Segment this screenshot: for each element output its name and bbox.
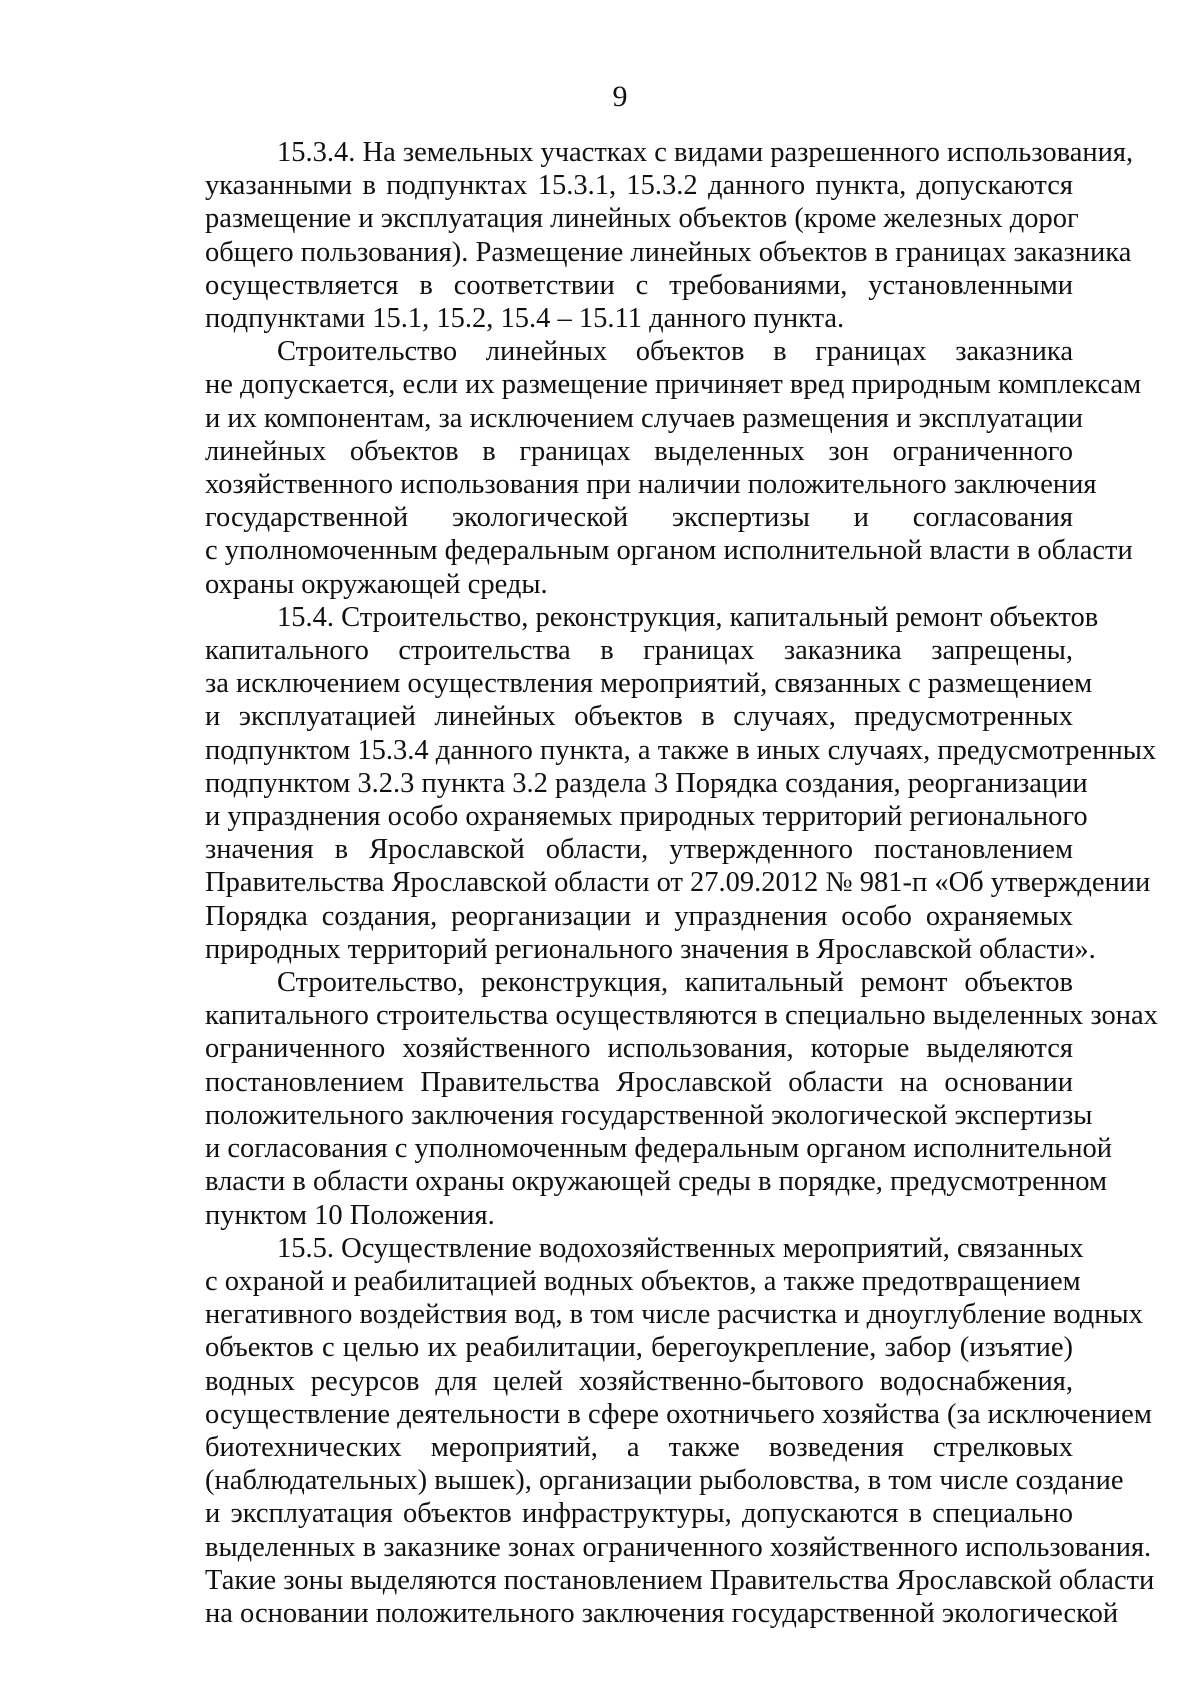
text-line: Строительство линейных объектов в границах заказника: [277, 336, 1073, 368]
text-line: линейных объектов в границах выделенных зон ограниченного: [205, 435, 1073, 467]
paragraph: [205, 335, 1142, 601]
text-line: водных ресурсов для целей хозяйственно-бытового водоснабжения,: [205, 1365, 1073, 1397]
text-line: капитального строительства в границах заказника запрещены,: [205, 635, 1073, 667]
text-line: государственной экологической экспертизы и согласования: [205, 502, 1073, 534]
text-line: и эксплуатация объектов инфраструктуры, допускаются в специально: [205, 1498, 1073, 1530]
text-line: на основании положительного заключения государственной экологической: [205, 1597, 1119, 1629]
text-line: с охраной и реабилитацией водных объектов, а также предотвращением: [205, 1265, 1081, 1297]
text-line: подпунктом 15.3.4 данного пункта, а также в иных случаях, предусмотренных: [205, 734, 1157, 766]
text-line: Такие зоны выделяются постановлением Правительства Ярославской области: [205, 1564, 1155, 1596]
text-line: положительного заключения государственной экологической экспертизы: [205, 1099, 1093, 1131]
text-line: и упразднения особо охраняемых природных территорий регионального: [205, 801, 1088, 833]
text-line: общего пользования). Размещение линейных объектов в границах заказника: [205, 236, 1132, 268]
text-line: природных территорий регионального значения в Ярославской области».: [205, 933, 1096, 965]
text-line: указанными в подпунктах 15.3.1, 15.3.2 данного пункта, допускаются: [205, 170, 1073, 202]
text-line: Правительства Ярославской области от 27.09.2012 № 981-п «Об утверждении: [205, 867, 1151, 899]
text-line: охраны окружающей среды.: [205, 568, 548, 600]
text-line: биотехнических мероприятий, а также возведения стрелковых: [205, 1431, 1073, 1463]
text-line: 15.5. Осуществление водохозяйственных мероприятий, связанных: [277, 1232, 1084, 1264]
text-line: постановлением Правительства Ярославской области на основании: [205, 1066, 1073, 1098]
text-line: объектов с целью их реабилитации, берегоукрепление, забор (изъятие): [205, 1332, 1073, 1364]
text-line: капитального строительства осуществляются в специально выделенных зонах: [205, 1000, 1158, 1032]
text-line: (наблюдательных) вышек), организации рыболовства, в том числе создание: [205, 1465, 1124, 1497]
document-body: [205, 136, 1158, 1630]
page-number: 9: [612, 80, 628, 113]
paragraph: [205, 601, 1157, 966]
text-line: пунктом 10 Положения.: [205, 1199, 495, 1231]
text-line: осуществляется в соответствии с требованиями, установленными: [205, 269, 1073, 301]
paragraph: [205, 136, 1134, 335]
paragraph: [205, 966, 1158, 1232]
text-line: хозяйственного использования при наличии положительного заключения: [205, 469, 1097, 501]
text-line: негативного воздействия вод, в том числе расчистка и дноуглубление водных: [205, 1299, 1143, 1331]
text-line: осуществление деятельности в сфере охотничьего хозяйства (за исключением: [205, 1398, 1152, 1430]
text-line: выделенных в заказнике зонах ограниченного хозяйственного использования.: [205, 1531, 1152, 1563]
text-line: подпунктами 15.1, 15.2, 15.4 – 15.11 данного пункта.: [205, 303, 845, 335]
text-line: 15.4. Строительство, реконструкция, капитальный ремонт объектов: [277, 601, 1099, 633]
text-line: с уполномоченным федеральным органом исполнительной власти в области: [205, 535, 1133, 567]
text-line: власти в области охраны окружающей среды в порядке, предусмотренном: [205, 1166, 1108, 1198]
text-line: размещение и эксплуатация линейных объектов (кроме железных дорог: [205, 203, 1079, 235]
text-line: Порядка создания, реорганизации и упразднения особо охраняемых: [205, 900, 1073, 932]
text-line: значения в Ярославской области, утвержденного постановлением: [205, 834, 1073, 866]
text-line: и их компонентам, за исключением случаев размещения и эксплуатации: [205, 402, 1084, 434]
text-line: подпунктом 3.2.3 пункта 3.2 раздела 3 Порядка создания, реорганизации: [205, 767, 1088, 799]
text-line: Строительство, реконструкция, капитальный ремонт объектов: [277, 967, 1073, 999]
text-line: за исключением осуществления мероприятий, связанных с размещением: [205, 668, 1093, 700]
paragraph: [205, 1232, 1155, 1630]
text-line: и согласования с уполномоченным федеральным органом исполнительной: [205, 1133, 1113, 1165]
text-line: и эксплуатацией линейных объектов в случаях, предусмотренных: [205, 701, 1073, 733]
text-line: 15.3.4. На земельных участках с видами разрешенного использования,: [277, 137, 1134, 168]
text-line: ограниченного хозяйственного использования, которые выделяются: [205, 1033, 1073, 1065]
text-line: не допускается, если их размещение причиняет вред природным комплексам: [205, 369, 1142, 401]
